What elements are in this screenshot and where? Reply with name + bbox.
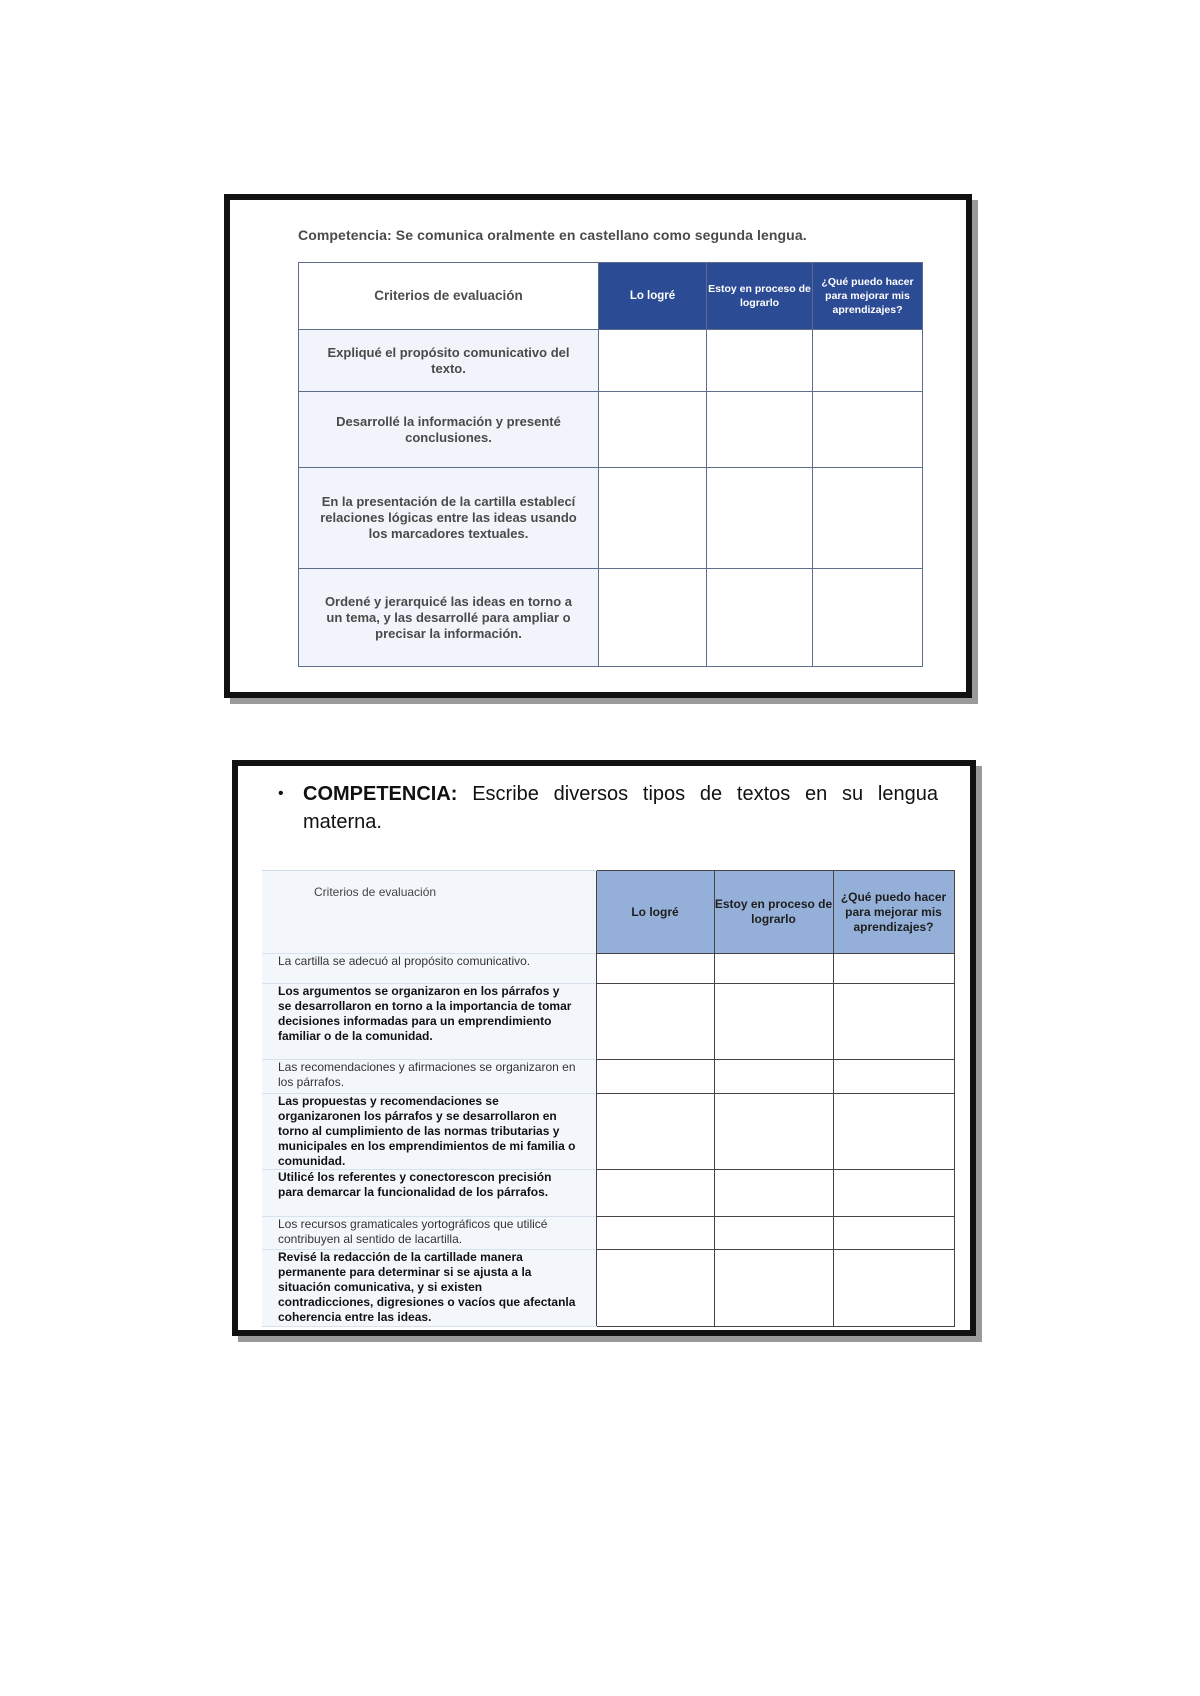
criterion-text: Revisé la redacción de la cartillade manera permanente para determinar si se ajusta a la situación comunicativa, y si existen contradicciones, digresiones o vacíos que afectanla coherencia entre las ideas. <box>262 1250 596 1327</box>
table-header-row <box>299 263 923 330</box>
table-row <box>262 984 954 1060</box>
cell-improve[interactable] <box>833 954 954 984</box>
evaluation-table-writing <box>262 870 955 1327</box>
cell-achieved[interactable] <box>596 984 714 1060</box>
table-row <box>299 569 923 667</box>
header-criteria: Criterios de evaluación <box>299 263 599 330</box>
cell-improve[interactable] <box>833 1060 954 1094</box>
criterion-text: Las recomendaciones y afirmaciones se organizaron en los párrafos. <box>262 1060 596 1094</box>
table-row <box>262 1250 954 1327</box>
criterion-text: Ordené y jerarquicé las ideas en torno a un tema, y las desarrollé para ampliar o precisar la información. <box>299 569 599 667</box>
cell-achieved[interactable] <box>596 1060 714 1094</box>
cell-in-progress[interactable] <box>714 1217 833 1250</box>
cell-achieved[interactable] <box>599 569 707 667</box>
cell-improve[interactable] <box>813 468 923 569</box>
competency-heading <box>278 780 938 836</box>
criterion-text: Los recursos gramaticales yortográficos que utilicé contribuyen al sentido de lacartilla. <box>262 1217 596 1250</box>
header-in-progress: Estoy en proceso de lograrlo <box>707 263 813 330</box>
cell-in-progress[interactable] <box>714 954 833 984</box>
cell-achieved[interactable] <box>596 1250 714 1327</box>
header-in-progress: Estoy en proceso de lograrlo <box>714 871 833 954</box>
cell-improve[interactable] <box>813 569 923 667</box>
cell-in-progress[interactable] <box>707 468 813 569</box>
criterion-text: Desarrollé la información y presenté conclusiones. <box>299 392 599 468</box>
competency-text: Escribe diversos tipos de textos en su lengua materna. <box>303 783 938 833</box>
cell-in-progress[interactable] <box>707 392 813 468</box>
header-achieved: Lo logré <box>599 263 707 330</box>
criterion-text: Los argumentos se organizaron en los párrafos y se desarrollaron en torno a la importancia de tomar decisiones informadas para un emprendimiento familiar o de la comunidad. <box>262 984 596 1060</box>
cell-achieved[interactable] <box>596 954 714 984</box>
cell-in-progress[interactable] <box>714 1060 833 1094</box>
table-row <box>262 954 954 984</box>
cell-achieved[interactable] <box>599 330 707 392</box>
evaluation-card-writing <box>232 760 976 1336</box>
criterion-text: Utilicé los referentes y conectorescon precisión para demarcar la funcionalidad de los párrafos. <box>262 1170 596 1217</box>
table-row <box>262 1094 954 1170</box>
cell-improve[interactable] <box>813 392 923 468</box>
cell-improve[interactable] <box>813 330 923 392</box>
cell-in-progress[interactable] <box>707 330 813 392</box>
table-row <box>262 1217 954 1250</box>
cell-improve[interactable] <box>833 1217 954 1250</box>
cell-in-progress[interactable] <box>714 984 833 1060</box>
table-row <box>262 1170 954 1217</box>
cell-achieved[interactable] <box>599 468 707 569</box>
criterion-text: En la presentación de la cartilla establecí relaciones lógicas entre las ideas usando los marcadores textuales. <box>299 468 599 569</box>
cell-in-progress[interactable] <box>714 1250 833 1327</box>
competency-title: Competencia: Se comunica oralmente en castellano como segunda lengua. <box>298 227 807 243</box>
header-improve: ¿Qué puedo hacer para mejorar mis aprendizajes? <box>833 871 954 954</box>
table-row <box>262 1060 954 1094</box>
cell-improve[interactable] <box>833 1250 954 1327</box>
table-row <box>299 468 923 569</box>
table-header-row <box>262 871 954 954</box>
cell-improve[interactable] <box>833 1094 954 1170</box>
evaluation-card-oral <box>224 194 972 698</box>
header-achieved: Lo logré <box>596 871 714 954</box>
table-row <box>299 392 923 468</box>
evaluation-table-oral <box>298 262 923 667</box>
cell-achieved[interactable] <box>596 1094 714 1170</box>
bullet-icon: • <box>278 785 284 802</box>
table-row <box>299 330 923 392</box>
header-improve: ¿Qué puedo hacer para mejorar mis aprendizajes? <box>813 263 923 330</box>
competency-label: COMPETENCIA: <box>303 783 458 805</box>
cell-achieved[interactable] <box>599 392 707 468</box>
cell-improve[interactable] <box>833 1170 954 1217</box>
header-criteria: Criterios de evaluación <box>262 871 596 954</box>
cell-in-progress[interactable] <box>714 1170 833 1217</box>
cell-in-progress[interactable] <box>714 1094 833 1170</box>
criterion-text: La cartilla se adecuó al propósito comunicativo. <box>262 954 596 984</box>
cell-improve[interactable] <box>833 984 954 1060</box>
cell-achieved[interactable] <box>596 1170 714 1217</box>
cell-achieved[interactable] <box>596 1217 714 1250</box>
criterion-text: Expliqué el propósito comunicativo del texto. <box>299 330 599 392</box>
cell-in-progress[interactable] <box>707 569 813 667</box>
criterion-text: Las propuestas y recomendaciones se organizaronen los párrafos y se desarrollaron en torno al cumplimiento de las normas tributarias y municipales en los emprendimientos de mi familia o comunidad. <box>262 1094 596 1170</box>
